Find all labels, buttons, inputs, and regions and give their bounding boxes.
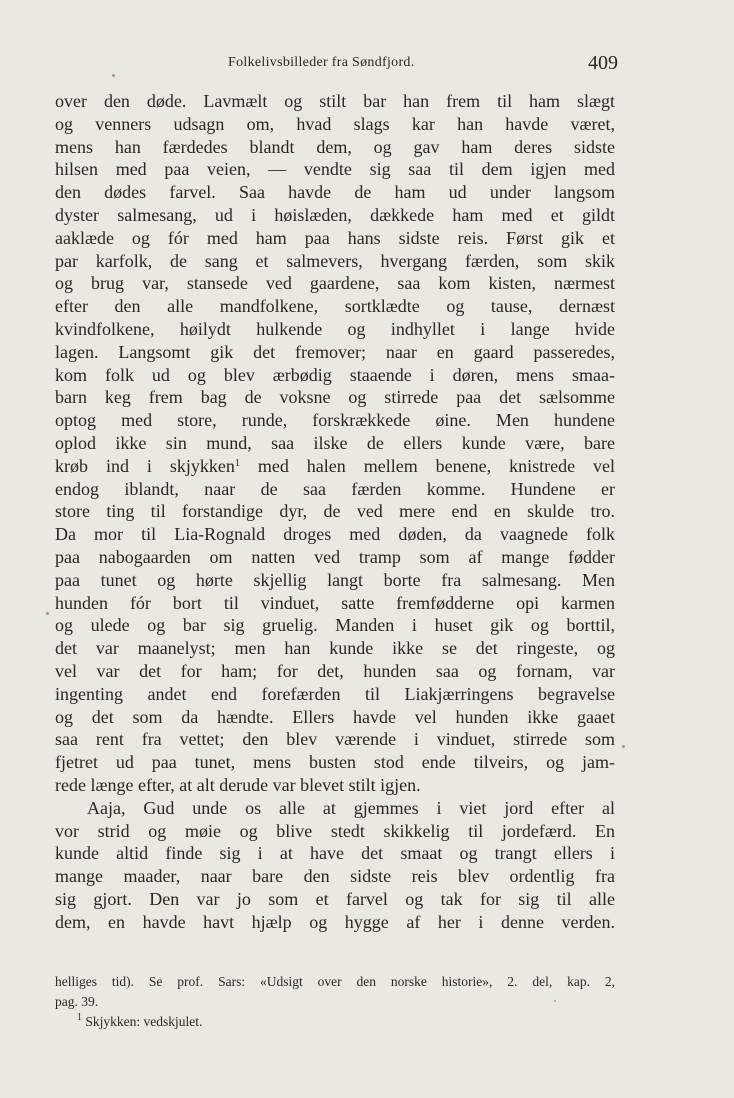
text-line: og venners udsagn om, hvad slags kar han havde været, [55, 113, 615, 134]
text-line: den dødes farvel. Saa havde de ham ud under langsom [55, 182, 615, 203]
footnote-continuation: pag. 39. [55, 994, 99, 1009]
text-line: vel var det for ham; for det, hunden saa og fornam, var [55, 660, 615, 681]
page-number: 409 [588, 52, 618, 74]
footnote-number: 1 [77, 1012, 82, 1023]
paper-speck [554, 1000, 556, 1002]
footnote-text: Skjykken: vedskjulet. [82, 1014, 203, 1029]
text-line: dem, en havde havt hjælp og hygge af her i denne verden. [55, 911, 615, 932]
text-line: hilsen med paa veien, — vendte sig saa til dem igjen med [55, 159, 615, 180]
text-line: endog iblandt, naar de saa færden komme. Hundene er [55, 478, 615, 499]
paper-speck [46, 612, 49, 615]
text-segment: krøb ind i skjykken [55, 455, 235, 476]
text-line: fjetret ud paa tunet, mens busten stod ende tilveirs, og jam- [55, 752, 615, 773]
text-line: Da mor til Lia-Rognald droges med døden, da vaagnede folk [55, 524, 615, 545]
text-line: sig gjort. Den var jo som et farvel og tak for sig til alle [55, 888, 615, 909]
footnote [55, 1012, 615, 1032]
text-line: store ting til forstandige dyr, de ved mere end en skulde tro. [55, 501, 615, 522]
text-line-with-footnote [55, 455, 615, 478]
text-line: og ulede og bar sig gruelig. Manden i huset gik og borttil, [55, 615, 615, 636]
text-line: mange maader, naar bare den sidste reis blev ordentlig fra [55, 866, 615, 887]
footnotes [55, 972, 615, 1032]
text-line: og det som da hændte. Ellers havde vel hunden ikke gaaet [55, 706, 615, 727]
text-line: barn keg frem bag de voksne og stirrede paa det sælsomme [55, 387, 615, 408]
running-header [0, 52, 734, 82]
text-line: dyster salmesang, ud i høislæden, dækkede ham med et gildt [55, 204, 615, 225]
text-line: optog med store, runde, forskrækkede øine. Men hundene [55, 410, 615, 431]
paragraph-end-line: rede længe efter, at alt derude var blevet stilt igjen. [55, 774, 421, 795]
text-line: og brug var, stansede ved gaardene, saa kom kisten, nærmest [55, 273, 615, 294]
text-line: kvindfolkene, høilydt hulkende og indhyllet i lange hvide [55, 318, 615, 339]
text-line: paa nabogaarden om natten ved tramp som af mange fødder [55, 546, 615, 567]
text-line: vor strid og møie og blive stedt skikkelig til jordefærd. En [55, 820, 615, 841]
text-line: aaklæde og fór med ham paa hans sidste reis. Først gik et [55, 227, 615, 248]
paper-speck [622, 745, 625, 748]
text-line: oplod ikke sin mund, saa ilske de ellers kunde være, bare [55, 432, 615, 453]
text-line: ingenting andet end forefærden til Liakjærringens begravelse [55, 683, 615, 704]
text-line: paa tunet og hørte skjellig langt borte fra salmesang. Men [55, 569, 615, 590]
text-line: hunden fór bort til vinduet, satte fremfødderne opi karmen [55, 592, 615, 613]
text-line: det var maanelyst; men han kunde ikke se det ringeste, og [55, 638, 615, 659]
running-title: Folkelivsbilleder fra Søndfjord. [228, 55, 415, 70]
text-line: mens han færdedes blandt dem, og gav ham deres sidste [55, 136, 615, 157]
footnote-reference: 1 [234, 457, 240, 469]
text-line: par karfolk, de sang et salmevers, hvergang færden, som skik [55, 250, 615, 271]
paragraph-start-line: Aaja, Gud unde os alle at gjemmes i viet jord efter al [87, 797, 615, 818]
paper-speck [112, 74, 115, 77]
text-line: over den døde. Lavmælt og stilt bar han frem til ham slægt [55, 91, 615, 111]
text-line: kom folk ud og blev ærbødig staaende i døren, mens smaa- [55, 364, 615, 385]
text-line: lagen. Langsomt gik det fremover; naar en gaard passeredes, [55, 341, 615, 362]
text-segment: med halen mellem benene, knistrede vel [239, 455, 616, 476]
text-line: kunde altid finde sig i at have det smaat og trangt ellers i [55, 843, 615, 864]
footnote-continuation: helliges tid). Se prof. Sars: «Udsigt over den norske historie», 2. del, kap. 2, [55, 974, 615, 989]
text-line: saa rent fra vettet; den blev værende i vinduet, stirrede som [55, 729, 615, 750]
body-text [55, 90, 615, 933]
text-line: efter den alle mandfolkene, sortklædte og tause, dernæst [55, 296, 615, 317]
